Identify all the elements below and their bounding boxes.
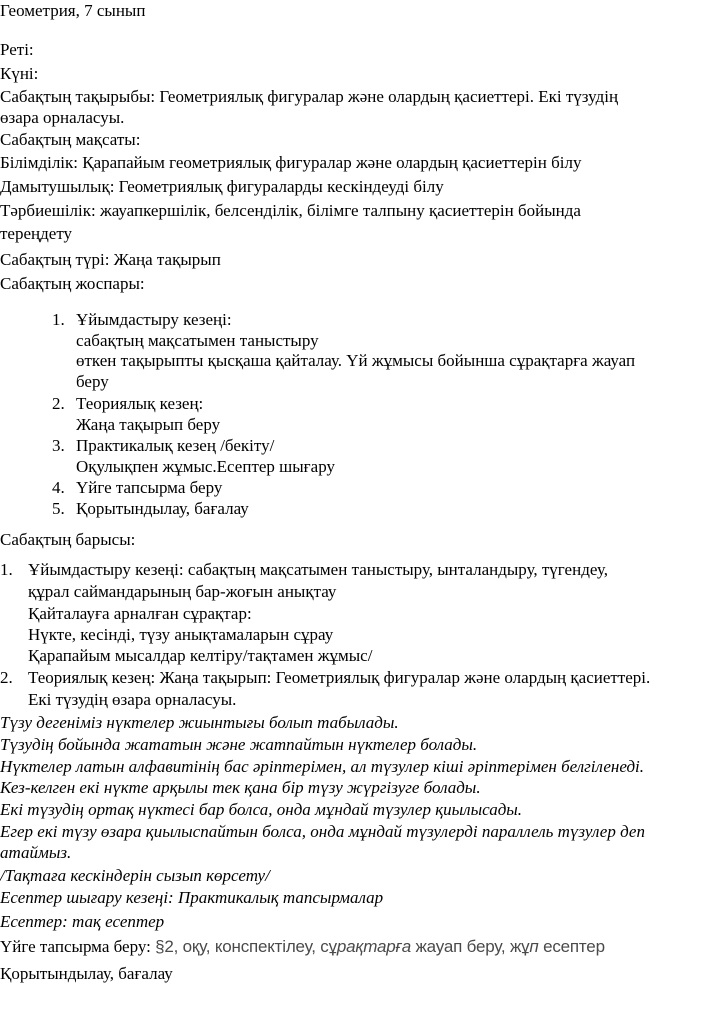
plan-item-3-line-2: Оқулықпен жұмыс.Есептер шығару (76, 457, 335, 476)
goals-heading: Сабақтың мақсаты: (0, 130, 141, 149)
theory-line-7: атаймыз. (0, 843, 72, 862)
step-1-line-4: Нүкте, кесінді, түзу анықтамаларын сұрау (28, 625, 334, 644)
step-1-line-3: Қайталауға арналған сұрақтар: (28, 604, 252, 623)
homework-text-part-4: п (529, 937, 539, 956)
plan-item-3-number: 3. (52, 436, 65, 455)
exercise-tasks: Есептер: тақ есептер (0, 912, 165, 931)
plan-item-5-line-1: Қорытындылау, бағалау (76, 499, 249, 518)
topic-line-1: Сабақтың тақырыбы: Геометриялық фигуралар және олардың қасиеттері. Екі түзудің (0, 87, 619, 106)
goal-educational: Білімділік: Қарапайым геометриялық фигуралар және олардың қасиеттерін білу (0, 153, 582, 172)
homework-label: Үйге тапсырма беру: (0, 937, 156, 956)
plan-heading: Сабақтың жоспары: (0, 274, 145, 293)
page-title: Геометрия, 7 сынып (0, 1, 146, 20)
plan-item-2-number: 2. (52, 394, 65, 413)
homework-text-part-5: есептер (538, 937, 605, 956)
goal-developmental: Дамытушылық: Геометриялық фигураларды кескіндеуді білу (0, 177, 444, 196)
homework-text (155, 937, 605, 956)
topic-line-2: өзара орналасуы. (0, 108, 125, 127)
goal-upbringing-line-1: Тәрбиешілік: жауапкершілік, белсенділік, білімге талпыну қасиеттерін бойында (0, 201, 581, 220)
plan-item-1-line-2: сабақтың мақсатымен таныстыру (76, 331, 319, 350)
progress-heading: Сабақтың барысы: (0, 530, 136, 549)
plan-item-4-line-1: Үйге тапсырма беру (76, 478, 223, 497)
step-2-line-1: Теориялық кезең: Жаңа тақырып: Геометриялық фигуралар және олардың қасиеттері. (28, 668, 651, 687)
homework-text-part-3: жауап беру, жұ (410, 937, 530, 956)
homework-text-part-2: рақтарға (336, 937, 411, 956)
theory-line-1: Түзу дегеніміз нүктелер жиынтығы болып табылады. (0, 713, 399, 732)
summary: Қорытындылау, бағалау (0, 964, 173, 983)
theory-line-5: Екі түзудің ортақ нүктесі бар болса, онда мұндай түзулер қиылысады. (0, 800, 523, 819)
plan-item-5-number: 5. (52, 499, 65, 518)
step-1-line-2: құрал саймандарының бар-жоғын анықтау (28, 582, 337, 601)
plan-item-1-line-1: Ұйымдастыру кезеңі: (76, 310, 232, 329)
order-label: Реті: (0, 40, 34, 59)
step-2-line-2: Екі түзудің өзара орналасуы. (28, 690, 237, 709)
plan-item-2-line-2: Жаңа тақырып беру (76, 415, 221, 434)
lesson-type: Сабақтың түрі: Жаңа тақырып (0, 250, 221, 269)
plan-item-3-line-1: Практикалық кезең /бекіту/ (76, 436, 275, 455)
plan-item-1-line-4: беру (76, 372, 109, 391)
homework-line (0, 937, 605, 957)
theory-line-3: Нүктелер латын алфавитінің бас әріптерімен, ал түзулер кіші әріптерімен белгіленеді. (0, 757, 645, 776)
goal-upbringing-line-2: тереңдету (0, 224, 73, 243)
homework-text-part-1: §2, оқу, конспектілеу, сұ (155, 937, 337, 956)
day-label: Күні: (0, 64, 39, 83)
plan-item-4-number: 4. (52, 478, 65, 497)
theory-line-2: Түзудің бойында жататын және жатпайтын нүктелер болады. (0, 735, 478, 754)
plan-item-2-line-1: Теориялық кезең: (76, 394, 204, 413)
step-1-line-1: Ұйымдастыру кезеңі: сабақтың мақсатымен таныстыру, ынталандыру, түгендеу, (28, 560, 609, 579)
plan-item-1-line-3: өткен тақырыпты қысқаша қайталау. Үй жұмысы бойынша сұрақтарға жауап (76, 351, 636, 370)
board-note: /Тақтаға кескіндерін сызып көрсету/ (0, 866, 270, 885)
plan-item-1-number: 1. (52, 310, 65, 329)
exercise-stage: Есептер шығару кезеңі: Практикалық тапсырмалар (0, 888, 384, 907)
step-1-line-5: Қарапайым мысалдар келтіру/тақтамен жұмыс/ (28, 646, 373, 665)
theory-line-4: Кез-келген екі нүкте арқылы тек қана бір түзу жүргізуге болады. (0, 778, 481, 797)
step-1-number: 1. (0, 560, 13, 579)
step-2-number: 2. (0, 668, 13, 687)
theory-line-6: Егер екі түзу өзара қиылыспайтын болса, онда мұндай түзулерді параллель түзулер деп (0, 822, 645, 841)
